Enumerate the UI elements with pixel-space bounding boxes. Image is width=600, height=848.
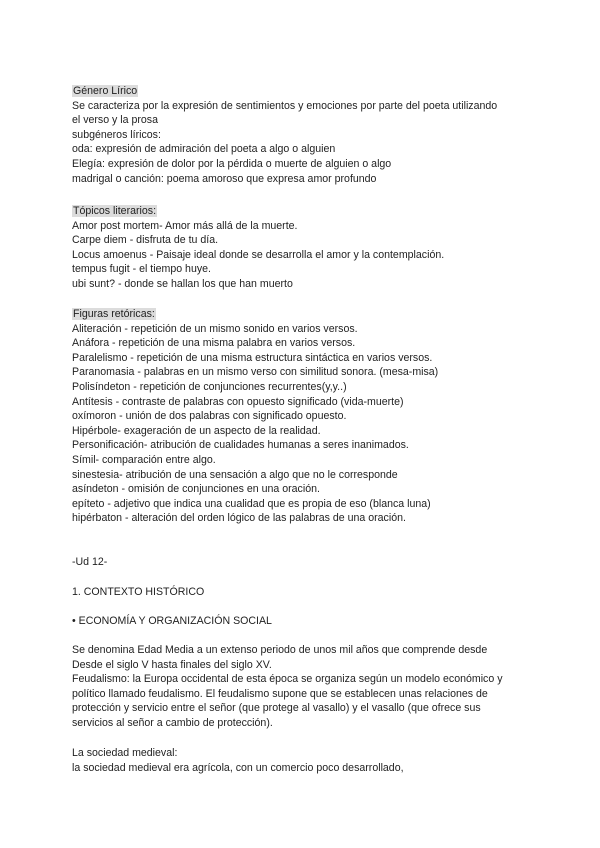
figura-line: Símil- comparación entre algo. [72,453,216,466]
sociedad-line: la sociedad medieval era agrícola, con un comercio poco desarrollado, [72,761,404,774]
genero-line: Elegía: expresión de dolor por la pérdida o muerte de alguien o algo [72,157,392,170]
figura-line: Personificación- atribución de cualidades humanas a seres inanimados. [72,439,409,452]
figura-line: Hipérbole- exageración de un aspecto de la realidad. [72,424,321,437]
figura-line: Antítesis - contraste de palabras con opuesto significado (vida-muerte) [72,395,404,408]
edad-media-line: Desde el siglo V hasta finales del siglo XV. [72,658,272,671]
contexto-title-text: 1. CONTEXTO HISTÓRICO [72,586,205,598]
topico-line: ubi sunt? - donde se hallan los que han muerto [72,277,293,290]
genero-line: oda: expresión de admiración del poeta a algo o alguien [72,143,336,156]
topico-line: Carpe diem - disfruta de tu día. [72,234,219,247]
edad-media-line: Se denomina Edad Media a un extenso periodo de unos mil años que comprende desde [72,644,488,656]
figura-line: Paranomasia - palabras en un mismo verso con similitud sonora. (mesa-misa) [72,366,439,379]
feudalismo-line: político llamado feudalismo. El feudalismo supone que se establecen unas relaciones de [72,687,488,700]
feudalismo-line: protección y servicio entre el señor (que protege al vasallo) y el vasallo (que ofrece sus [72,702,481,715]
figura-line: Aliteración - repetición de un mismo sonido en varios versos. [72,322,358,335]
figura-line: Anáfora - repetición de una misma palabra en varios versos. [72,337,356,350]
unit-text: -Ud 12- [72,556,108,568]
topico-line: Locus amoenus - Paisaje ideal donde se desarrolla el amor y la contemplación. [72,248,445,261]
figura-line: epíteto - adjetivo que indica una cualidad que es propia de eso (blanca luna) [72,497,431,510]
genero-line: Se caracteriza por la expresión de sentimientos y emociones por parte del poeta utilizando [72,99,498,112]
topico-line: tempus fugit - el tiempo huye. [72,263,211,276]
genero-line: madrigal o canción: poema amoroso que expresa amor profundo [72,172,377,185]
topicos-section [72,204,542,292]
genero-lirico-section [72,84,542,186]
figura-line: asíndeton - omisión de conjunciones en una oración. [72,483,320,496]
edad-media-paragraph [72,643,542,731]
figuras-heading: Figuras retóricas: [73,308,155,320]
genero-line: subgéneros líricos: [72,128,161,141]
contexto-title [72,585,542,600]
feudalismo-line: servicios al señor a cambio de protección). [72,716,273,729]
unit-label [72,555,542,570]
economia-title-text: • ECONOMÍA Y ORGANIZACIÓN SOCIAL [72,615,272,627]
topico-line: Amor post mortem- Amor más allá de la muerte. [72,219,298,232]
topicos-heading: Tópicos literarios: [73,205,157,217]
figura-line: Paralelismo - repetición de una misma estructura sintáctica en varios versos. [72,351,433,364]
feudalismo-line: Feudalismo: la Europa occidental de esta época se organiza según un modelo económico y [72,673,503,686]
figura-line: Polisíndeton - repetición de conjunciones recurrentes(y,y..) [72,380,347,393]
figura-line: oxímoron - unión de dos palabras con significado opuesto. [72,410,347,423]
genero-line: el verso y la prosa [72,114,158,127]
genero-lirico-heading: Género Lírico [73,85,138,97]
sociedad-heading: La sociedad medieval: [72,747,178,759]
figuras-section [72,307,542,526]
economia-title [72,614,542,629]
figura-line: sinestesia- atribución de una sensación a algo que no le corresponde [72,468,398,481]
sociedad-paragraph [72,746,542,775]
figura-line: hipérbaton - alteración del orden lógico de las palabras de una oración. [72,512,406,525]
